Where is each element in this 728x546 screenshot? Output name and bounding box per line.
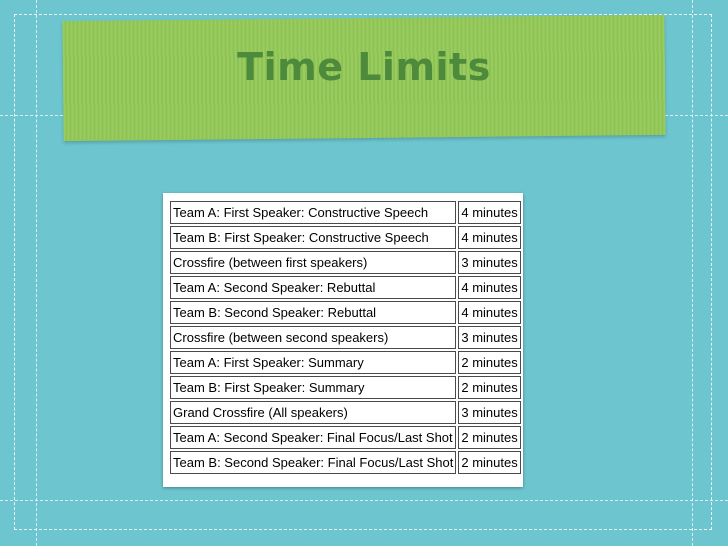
time-cell: 3 minutes xyxy=(458,326,521,349)
time-cell: 3 minutes xyxy=(458,401,521,424)
table-row xyxy=(170,351,521,374)
time-limits-table xyxy=(168,199,523,476)
activity-cell: Team A: Second Speaker: Final Focus/Last Shot xyxy=(170,426,456,449)
table-row xyxy=(170,301,521,324)
table-row xyxy=(170,201,521,224)
time-cell: 4 minutes xyxy=(458,226,521,249)
table-row xyxy=(170,376,521,399)
table-row xyxy=(170,226,521,249)
activity-cell: Crossfire (between second speakers) xyxy=(170,326,456,349)
activity-cell: Crossfire (between first speakers) xyxy=(170,251,456,274)
time-cell: 2 minutes xyxy=(458,376,521,399)
activity-cell: Team A: First Speaker: Constructive Speech xyxy=(170,201,456,224)
table-row xyxy=(170,251,521,274)
stitch-line-bottom xyxy=(0,500,728,501)
slide-title: Time Limits xyxy=(237,45,491,89)
table-row xyxy=(170,276,521,299)
time-cell: 2 minutes xyxy=(458,426,521,449)
activity-cell: Grand Crossfire (All speakers) xyxy=(170,401,456,424)
time-cell: 3 minutes xyxy=(458,251,521,274)
table-row xyxy=(170,401,521,424)
activity-cell: Team B: Second Speaker: Rebuttal xyxy=(170,301,456,324)
activity-cell: Team B: First Speaker: Constructive Speech xyxy=(170,226,456,249)
time-cell: 2 minutes xyxy=(458,451,521,474)
activity-cell: Team A: First Speaker: Summary xyxy=(170,351,456,374)
table-row xyxy=(170,451,521,474)
activity-cell: Team B: Second Speaker: Final Focus/Last Shot xyxy=(170,451,456,474)
activity-cell: Team A: Second Speaker: Rebuttal xyxy=(170,276,456,299)
activity-cell: Team B: First Speaker: Summary xyxy=(170,376,456,399)
stitch-line-left xyxy=(36,0,37,546)
time-cell: 4 minutes xyxy=(458,276,521,299)
stitch-line-right xyxy=(692,0,693,546)
table-row xyxy=(170,326,521,349)
time-cell: 2 minutes xyxy=(458,351,521,374)
time-cell: 4 minutes xyxy=(458,301,521,324)
table-row xyxy=(170,426,521,449)
time-limits-table-card xyxy=(163,193,523,487)
time-cell: 4 minutes xyxy=(458,201,521,224)
